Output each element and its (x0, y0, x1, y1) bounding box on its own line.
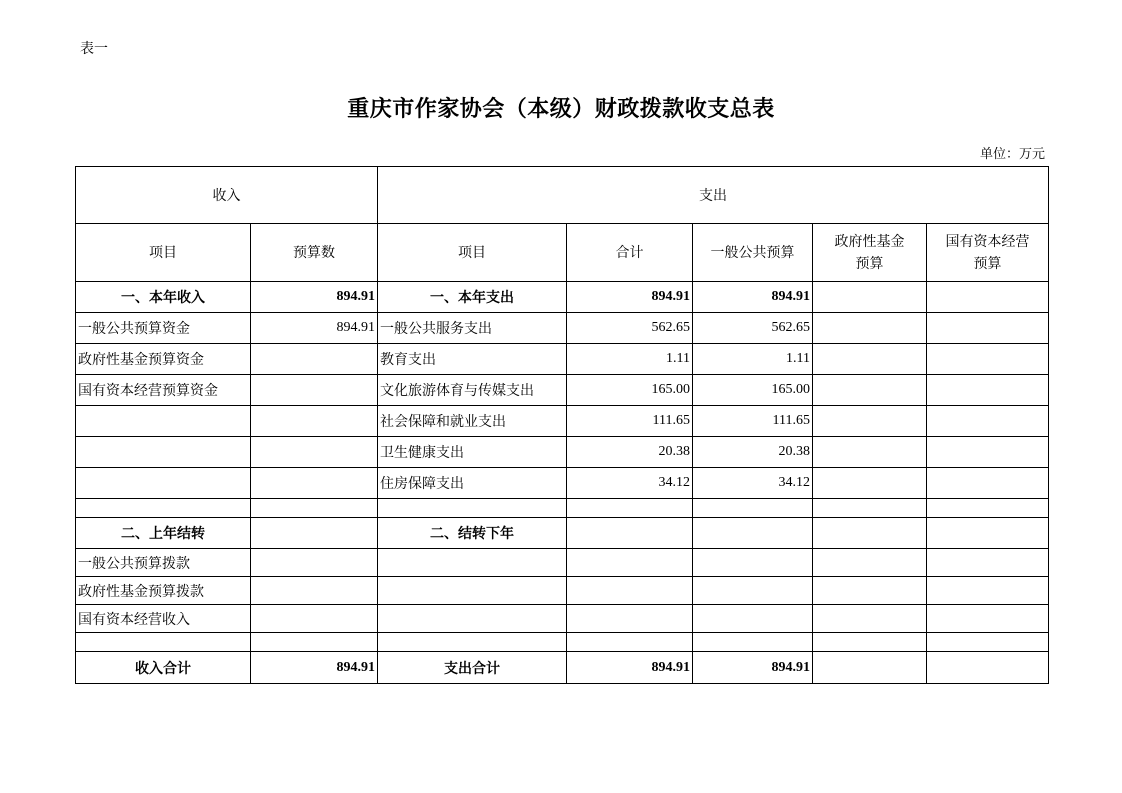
table-row (76, 282, 1049, 313)
income-header: 收入 (76, 167, 378, 224)
table-row (76, 518, 1049, 549)
general-budget-cell: 1.11 (693, 344, 813, 375)
header-row-columns (76, 224, 1049, 282)
gov-fund-cell (813, 549, 927, 577)
state-capital-header-line1: 国有资本经营 (945, 233, 1030, 250)
state-capital-cell (927, 313, 1049, 344)
state-capital-header (927, 224, 1049, 282)
gov-fund-cell (813, 437, 927, 468)
general-budget-cell (693, 605, 813, 633)
expenditure-item-cell: 一般公共服务支出 (378, 313, 567, 344)
state-capital-cell (927, 344, 1049, 375)
expenditure-item-cell: 教育支出 (378, 344, 567, 375)
income-amount-cell: 894.91 (251, 282, 378, 313)
gov-fund-cell (813, 282, 927, 313)
income-item-cell: 一般公共预算拨款 (76, 549, 251, 577)
state-capital-cell (927, 499, 1049, 518)
income-item-cell: 国有资本经营预算资金 (76, 375, 251, 406)
expenditure-item-cell: 一、本年支出 (378, 282, 567, 313)
table-row (76, 549, 1049, 577)
total-cell (567, 518, 693, 549)
state-capital-cell (927, 577, 1049, 605)
state-capital-cell (927, 282, 1049, 313)
income-item-cell: 政府性基金预算拨款 (76, 577, 251, 605)
total-cell (567, 605, 693, 633)
total-cell (567, 499, 693, 518)
gov-fund-cell (813, 406, 927, 437)
income-amount-cell (251, 499, 378, 518)
table-label: 表一 (80, 41, 108, 57)
table-row (76, 499, 1049, 518)
general-budget-cell: 894.91 (693, 282, 813, 313)
state-capital-cell (927, 406, 1049, 437)
income-amount-cell (251, 375, 378, 406)
expenditure-item-cell (378, 605, 567, 633)
page-title: 重庆市作家协会（本级）财政拨款收支总表 (347, 96, 775, 122)
state-capital-cell (927, 518, 1049, 549)
table-row (76, 437, 1049, 468)
state-capital-cell (927, 375, 1049, 406)
general-budget-header: 一般公共预算 (693, 224, 813, 282)
total-cell: 562.65 (567, 313, 693, 344)
expenditure-item-cell (378, 577, 567, 605)
state-capital-header-line2: 预算 (973, 255, 1002, 272)
general-budget-cell: 20.38 (693, 437, 813, 468)
gov-fund-cell (813, 313, 927, 344)
general-budget-cell: 894.91 (693, 652, 813, 684)
state-capital-cell (927, 549, 1049, 577)
table-row (76, 313, 1049, 344)
expenditure-header: 支出 (378, 167, 1049, 224)
income-item-cell (76, 499, 251, 518)
table-row (76, 577, 1049, 605)
expenditure-item-cell (378, 499, 567, 518)
expenditure-item-cell: 卫生健康支出 (378, 437, 567, 468)
general-budget-cell (693, 518, 813, 549)
unit-label: 单位：万元 (979, 147, 1045, 162)
income-total-label: 收入合计 (76, 652, 251, 684)
state-capital-cell (927, 633, 1049, 652)
total-cell (567, 549, 693, 577)
expenditure-item-header: 项目 (378, 224, 567, 282)
total-cell: 1.11 (567, 344, 693, 375)
income-item-cell: 一般公共预算资金 (76, 313, 251, 344)
general-budget-cell (693, 633, 813, 652)
total-cell: 894.91 (567, 652, 693, 684)
table-row-total (76, 652, 1049, 684)
gov-fund-cell (813, 499, 927, 518)
state-capital-cell (927, 437, 1049, 468)
income-amount-cell (251, 577, 378, 605)
budget-amount-header: 预算数 (251, 224, 378, 282)
income-amount-cell (251, 406, 378, 437)
gov-fund-cell (813, 633, 927, 652)
income-total-amount: 894.91 (251, 652, 378, 684)
income-amount-cell (251, 633, 378, 652)
budget-table (75, 166, 1049, 684)
gov-fund-cell (813, 468, 927, 499)
income-amount-cell (251, 549, 378, 577)
total-cell: 111.65 (567, 406, 693, 437)
state-capital-cell (927, 652, 1049, 684)
gov-fund-header-line2: 预算 (855, 255, 884, 272)
gov-fund-cell (813, 375, 927, 406)
income-item-header: 项目 (76, 224, 251, 282)
gov-fund-cell (813, 605, 927, 633)
income-item-cell: 政府性基金预算资金 (76, 344, 251, 375)
total-cell: 20.38 (567, 437, 693, 468)
income-item-cell (76, 437, 251, 468)
income-amount-cell (251, 605, 378, 633)
expenditure-item-cell (378, 633, 567, 652)
general-budget-cell: 165.00 (693, 375, 813, 406)
income-amount-cell (251, 468, 378, 499)
table-row (76, 468, 1049, 499)
general-budget-cell (693, 549, 813, 577)
general-budget-cell: 562.65 (693, 313, 813, 344)
total-cell: 165.00 (567, 375, 693, 406)
income-item-cell: 二、上年结转 (76, 518, 251, 549)
expenditure-item-cell (378, 549, 567, 577)
total-cell (567, 633, 693, 652)
income-item-cell: 一、本年收入 (76, 282, 251, 313)
general-budget-cell: 34.12 (693, 468, 813, 499)
expenditure-item-cell: 文化旅游体育与传媒支出 (378, 375, 567, 406)
table-row (76, 633, 1049, 652)
income-amount-cell (251, 518, 378, 549)
gov-fund-cell (813, 577, 927, 605)
expenditure-item-cell: 社会保障和就业支出 (378, 406, 567, 437)
table-row (76, 375, 1049, 406)
income-item-cell (76, 633, 251, 652)
table-row (76, 344, 1049, 375)
income-item-cell (76, 406, 251, 437)
state-capital-cell (927, 605, 1049, 633)
expenditure-item-cell: 二、结转下年 (378, 518, 567, 549)
income-item-cell (76, 468, 251, 499)
gov-fund-cell (813, 518, 927, 549)
income-item-cell: 国有资本经营收入 (76, 605, 251, 633)
total-cell: 894.91 (567, 282, 693, 313)
gov-fund-cell (813, 652, 927, 684)
general-budget-cell: 111.65 (693, 406, 813, 437)
general-budget-cell (693, 499, 813, 518)
general-budget-cell (693, 577, 813, 605)
total-cell (567, 577, 693, 605)
gov-fund-header (813, 224, 927, 282)
table-row (76, 605, 1049, 633)
state-capital-cell (927, 468, 1049, 499)
expenditure-item-cell: 住房保障支出 (378, 468, 567, 499)
total-cell: 34.12 (567, 468, 693, 499)
income-amount-cell (251, 437, 378, 468)
gov-fund-header-line1: 政府性基金 (834, 233, 905, 250)
expenditure-total-label: 支出合计 (378, 652, 567, 684)
gov-fund-cell (813, 344, 927, 375)
header-row-group (76, 167, 1049, 224)
total-header: 合计 (567, 224, 693, 282)
income-amount-cell: 894.91 (251, 313, 378, 344)
income-amount-cell (251, 344, 378, 375)
table-row (76, 406, 1049, 437)
